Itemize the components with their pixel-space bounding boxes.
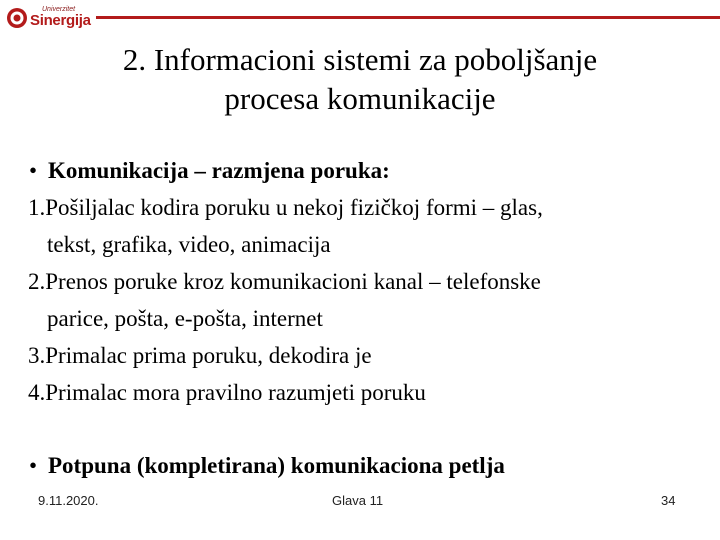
- slide-title-line-2: procesa komunikacije: [224, 81, 496, 116]
- list-item: [28, 189, 708, 263]
- header-rule: [96, 16, 720, 19]
- bullet-item: [28, 447, 708, 484]
- list-item-line: 2.Prenos poruke kroz komunikacioni kanal – telefonske: [28, 269, 541, 294]
- bullet-text: Potpuna (kompletirana) komunikaciona petlja: [48, 453, 505, 478]
- bullet-dot-icon: •: [29, 453, 38, 478]
- list-item: [28, 263, 708, 337]
- list-item-line: 4.Primalac mora pravilno razumjeti poruku: [28, 380, 426, 405]
- footer-page-number: 34: [661, 493, 676, 508]
- logo-emblem-icon: [6, 7, 28, 29]
- list-item-continuation: tekst, grafika, video, animacija: [47, 232, 331, 257]
- slide-body: [28, 152, 708, 484]
- bullet-text: Komunikacija – razmjena poruka:: [48, 158, 390, 183]
- list-item: [28, 337, 708, 374]
- list-item-continuation: parice, pošta, e-pošta, internet: [47, 306, 323, 331]
- logo-subtitle: Univerzitet: [42, 6, 76, 13]
- list-item: [28, 374, 708, 411]
- university-logo: [6, 4, 92, 30]
- slide-title: [0, 40, 720, 118]
- footer-date: 9.11.2020.: [38, 493, 99, 508]
- logo-name: Sinergija: [30, 12, 91, 29]
- spacer: [28, 411, 708, 447]
- footer-chapter: Glava 11: [332, 493, 384, 508]
- bullet-item: [28, 152, 708, 189]
- slide-title-line-1: 2. Informacioni sistemi za poboljšanje: [122, 42, 598, 77]
- list-item-line: 3.Primalac prima poruku, dekodira je: [28, 343, 372, 368]
- bullet-dot-icon: •: [29, 158, 38, 183]
- list-item-line: 1.Pošiljalac kodira poruku u nekoj fizičkoj formi – glas,: [28, 195, 543, 220]
